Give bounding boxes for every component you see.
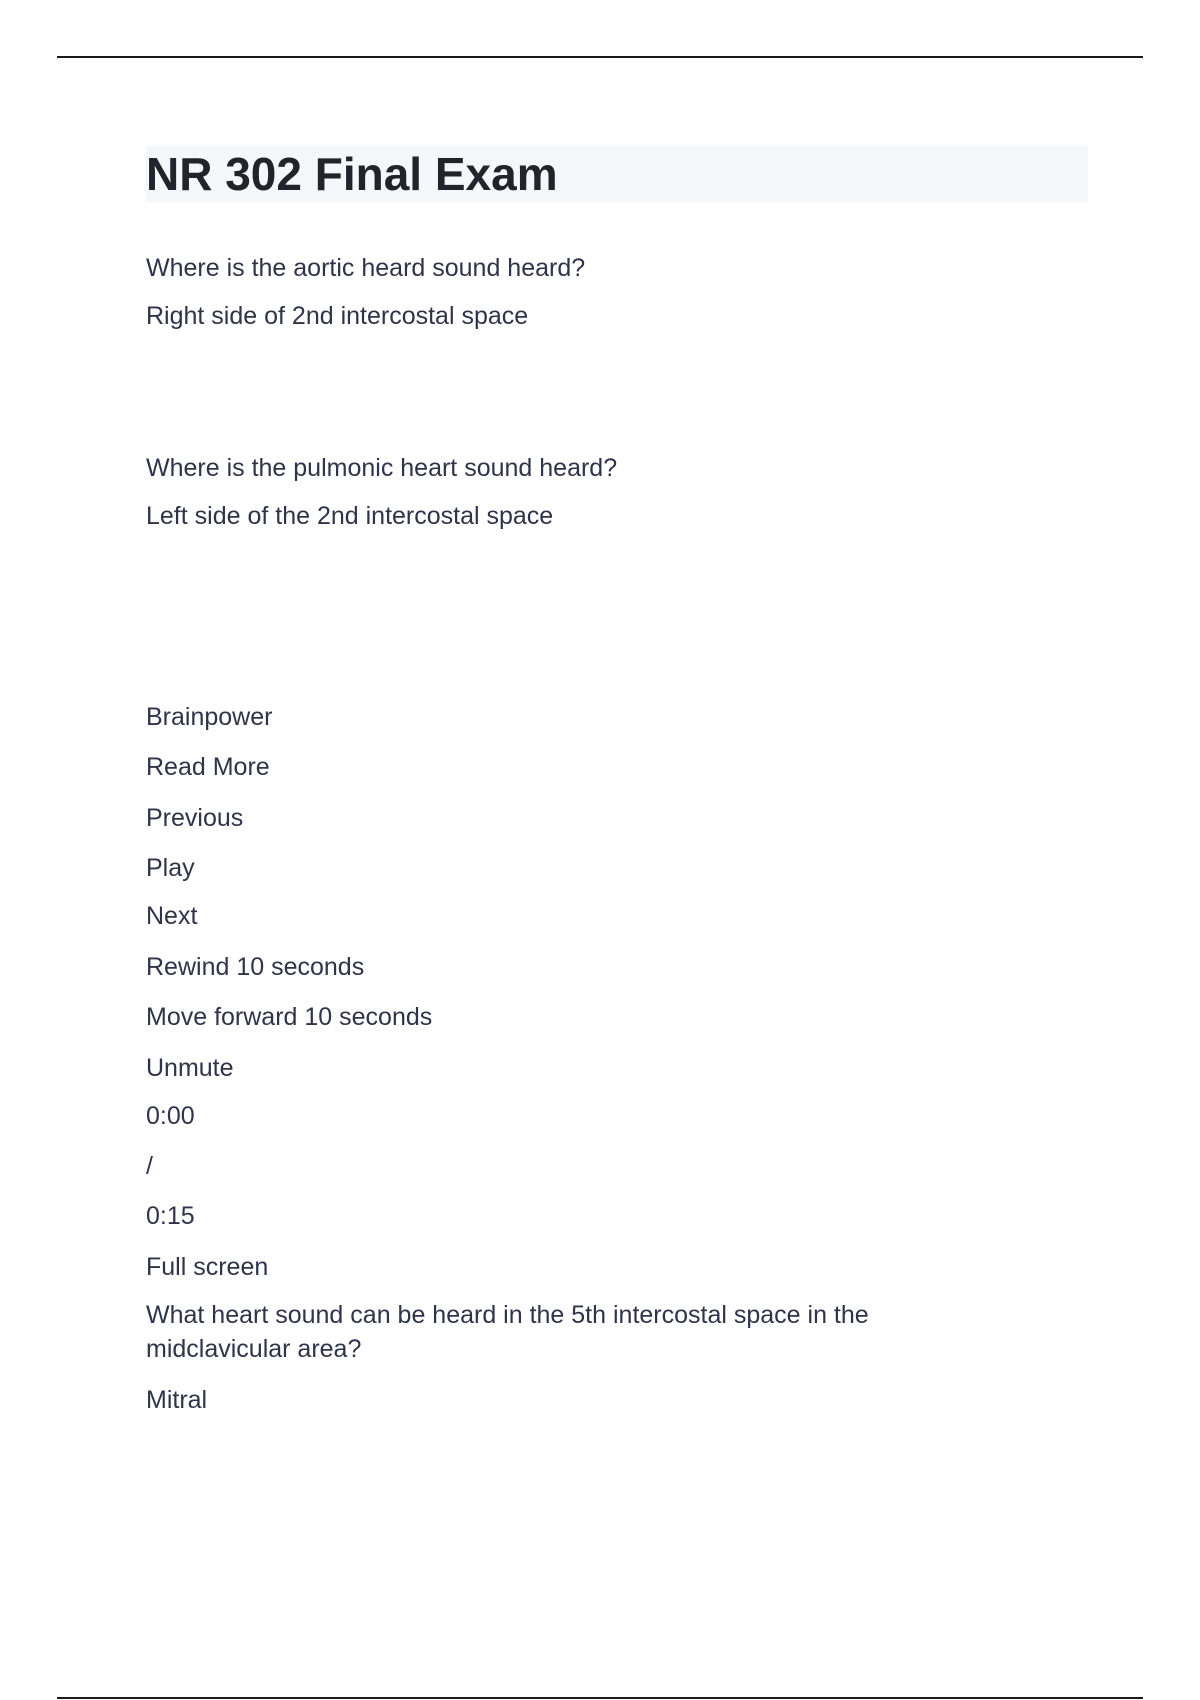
brainpower-label: Brainpower	[146, 703, 273, 731]
fullscreen-button[interactable]: Full screen	[146, 1253, 269, 1281]
current-time: 0:00	[146, 1102, 195, 1130]
forward-button[interactable]: Move forward 10 seconds	[146, 1003, 433, 1031]
question-aortic: Where is the aortic heard sound heard?	[146, 254, 586, 282]
read-more-link[interactable]: Read More	[146, 753, 270, 781]
unmute-button[interactable]: Unmute	[146, 1054, 234, 1082]
next-button[interactable]: Next	[146, 902, 198, 930]
page-title: NR 302 Final Exam	[146, 148, 558, 200]
time-separator: /	[146, 1152, 153, 1180]
total-time: 0:15	[146, 1202, 195, 1230]
question-mitral: What heart sound can be heard in the 5th intercostal space in the midclavicular area?	[146, 1301, 869, 1363]
previous-button[interactable]: Previous	[146, 804, 244, 832]
top-divider	[57, 56, 1143, 58]
answer-pulmonic: Left side of the 2nd intercostal space	[146, 502, 554, 530]
rewind-button[interactable]: Rewind 10 seconds	[146, 953, 365, 981]
answer-mitral: Mitral	[146, 1386, 208, 1414]
question-pulmonic: Where is the pulmonic heart sound heard?	[146, 454, 618, 482]
play-button[interactable]: Play	[146, 854, 195, 882]
bottom-divider	[57, 1697, 1143, 1699]
answer-aortic: Right side of 2nd intercostal space	[146, 302, 529, 330]
